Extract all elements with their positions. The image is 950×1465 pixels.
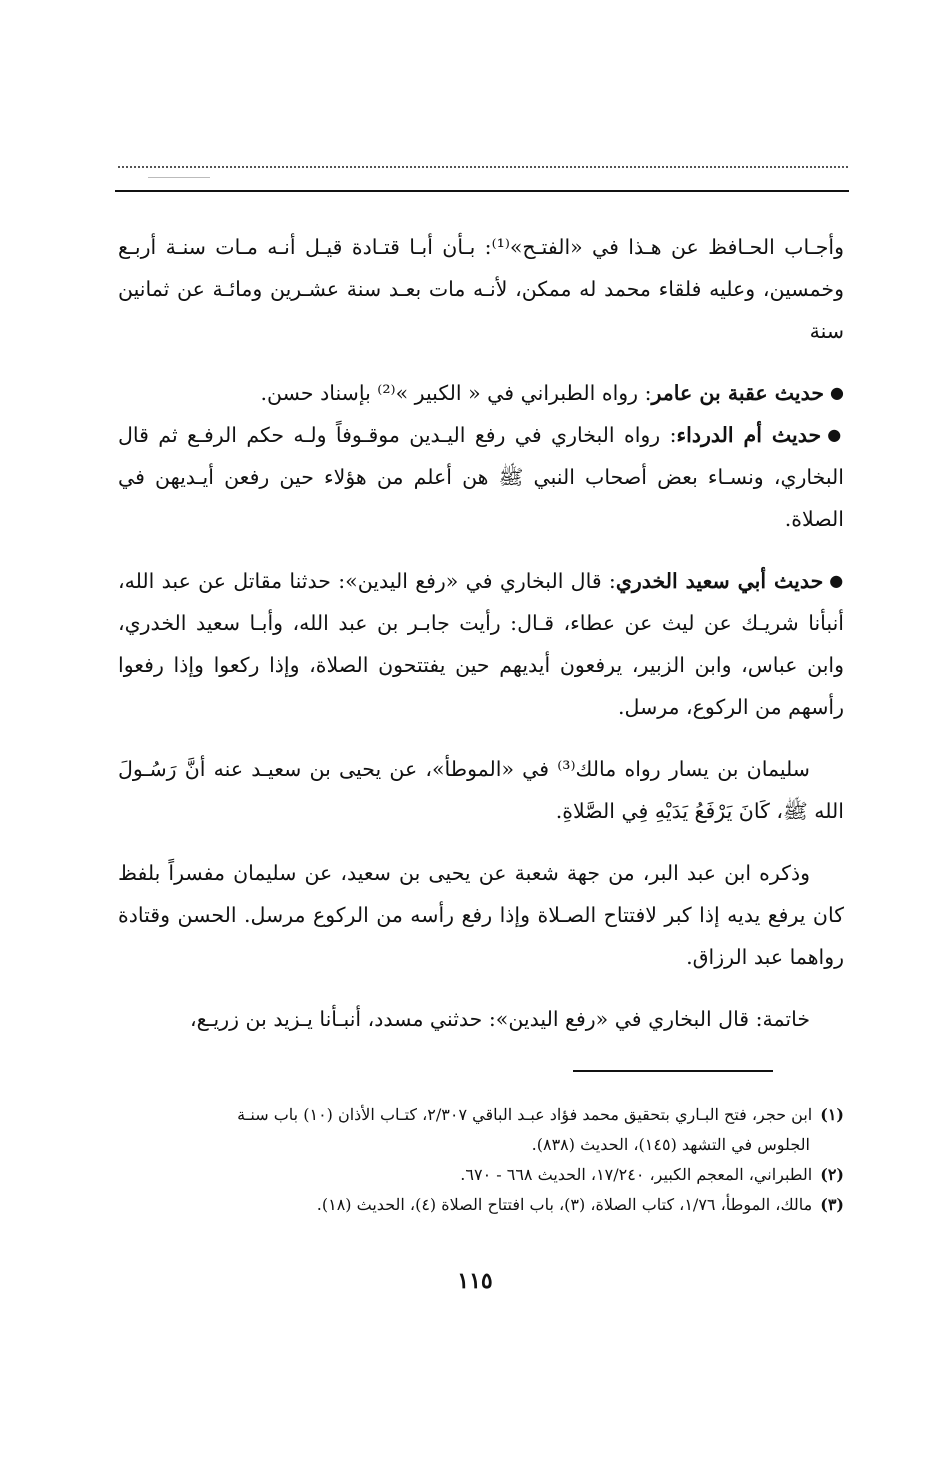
paragraph-uqba <box>118 372 844 414</box>
paragraph-sulayman: سليمان بن يسار رواه مالك⁽³⁾ في «الموطأ»، عن يحيى بن سعيـد عنه أنَّ رَسُـولَ الله ﷺ، كَانَ يَرْفَعُ يَدَيْهِ فِي الصَّلاةِ. <box>118 757 844 823</box>
bullet-icon: ● <box>829 571 845 590</box>
footnote-text: الطبراني، المعجم الكبير، ١٧/٢٤٠، الحديث ٦٦٨ - ٦٧٠. <box>460 1165 813 1184</box>
hadith-title-abu-said: حديث أبي سعيد الخدري <box>615 569 824 593</box>
main-text <box>118 226 844 1040</box>
footnote-rule <box>573 1070 773 1072</box>
paragraph-conclusion: خاتمة: قال البخاري في «رفع اليدين»: حدثني مسدد، أنبـأنا يـزيد بن زريـع، <box>189 1007 810 1031</box>
hadith-text-abu-said: : قال البخاري في «رفع اليدين»: حدثنا مقاتل عن عبد الله، أنبأنا شريـك عن ليث عن عطاء، قـال: رأيت جابـر بن عبد الله، وأبـا سعيد الخدري، وابن عباس، وابن الزبير، يرفعون أيديهم حين يفتتحون الصلاة، وإذا ركعوا وإذا رفعوا رأسهم من الركوع، مرسل. <box>118 569 844 719</box>
hadith-title-uqba: حديث عقبة بن عامر <box>651 381 825 405</box>
footnotes <box>118 1100 844 1220</box>
footnote-number: (٢) <box>820 1165 844 1184</box>
footnote-number: (٣) <box>820 1195 844 1214</box>
footnote-1 <box>118 1100 844 1160</box>
bullet-icon: ● <box>830 383 844 402</box>
paragraph-ibn-abd-albarr: وذكره ابن عبد البر، من جهة شعبة عن يحيى بن سعيد، عن سليمان مفسراً بلفظ كان يرفع يديه إذا كبر لافتتاح الصـلاة وإذا رفع رأسه من الركوع مرسل. الحسن وقتادة رواهما عبد الرزاق. <box>118 861 844 969</box>
header-dotted-rule <box>118 166 848 168</box>
bullet-icon: ● <box>827 425 844 444</box>
footnote-2 <box>118 1160 844 1190</box>
footnote-text: مالك، الموطأ، ١/٧٦، كتاب الصلاة، (٣)، باب افتتاح الصلاة (٤)، الحديث (١٨). <box>316 1195 813 1214</box>
header-faint-rule <box>148 177 210 178</box>
footnote-3 <box>118 1190 844 1220</box>
footnote-text: ابن حجر، فتح البـاري بتحقيق محمد فؤاد عبـد الباقي ٢/٣٠٧، كتـاب الأذان (١٠) باب سنـة <box>237 1105 813 1124</box>
hadith-title-umm-darda: حديث أم الدرداء <box>676 423 822 447</box>
page-number: ١١٥ <box>457 1268 493 1294</box>
header-rule <box>115 190 849 192</box>
paragraph-fath-reply: وأجـاب الحـافظ عن هـذا في «الفتـح»⁽¹⁾: بـأن أبـا قتـادة قيـل أنـه مـات سنـة أربـع وخمسين، وعليه فلقاء محمد له ممكن، لأنـه مات بعـد سنة عشـرين ومائـة عن ثمانين سنة <box>118 235 844 343</box>
footnote-text-continued: الجلوس في التشهد (١٤٥)، الحديث (٨٣٨). <box>531 1135 810 1154</box>
hadith-text-uqba: : رواه الطبراني في « الكبير »⁽²⁾ بإسناد حسن. <box>260 381 652 405</box>
footnote-number: (١) <box>820 1105 844 1124</box>
paragraph-umm-darda <box>118 414 844 540</box>
hadith-text-umm-darda: : رواه البخاري في رفع اليـدين موقـوفاً ولـه حكم الرفـع ثم قال البخاري، ونسـاء بعض أصحاب النبي ﷺ هن أعلم من هؤلاء حين رفعن أيـديهن في الصلاة. <box>118 423 844 531</box>
paragraph-abu-said <box>118 560 844 728</box>
